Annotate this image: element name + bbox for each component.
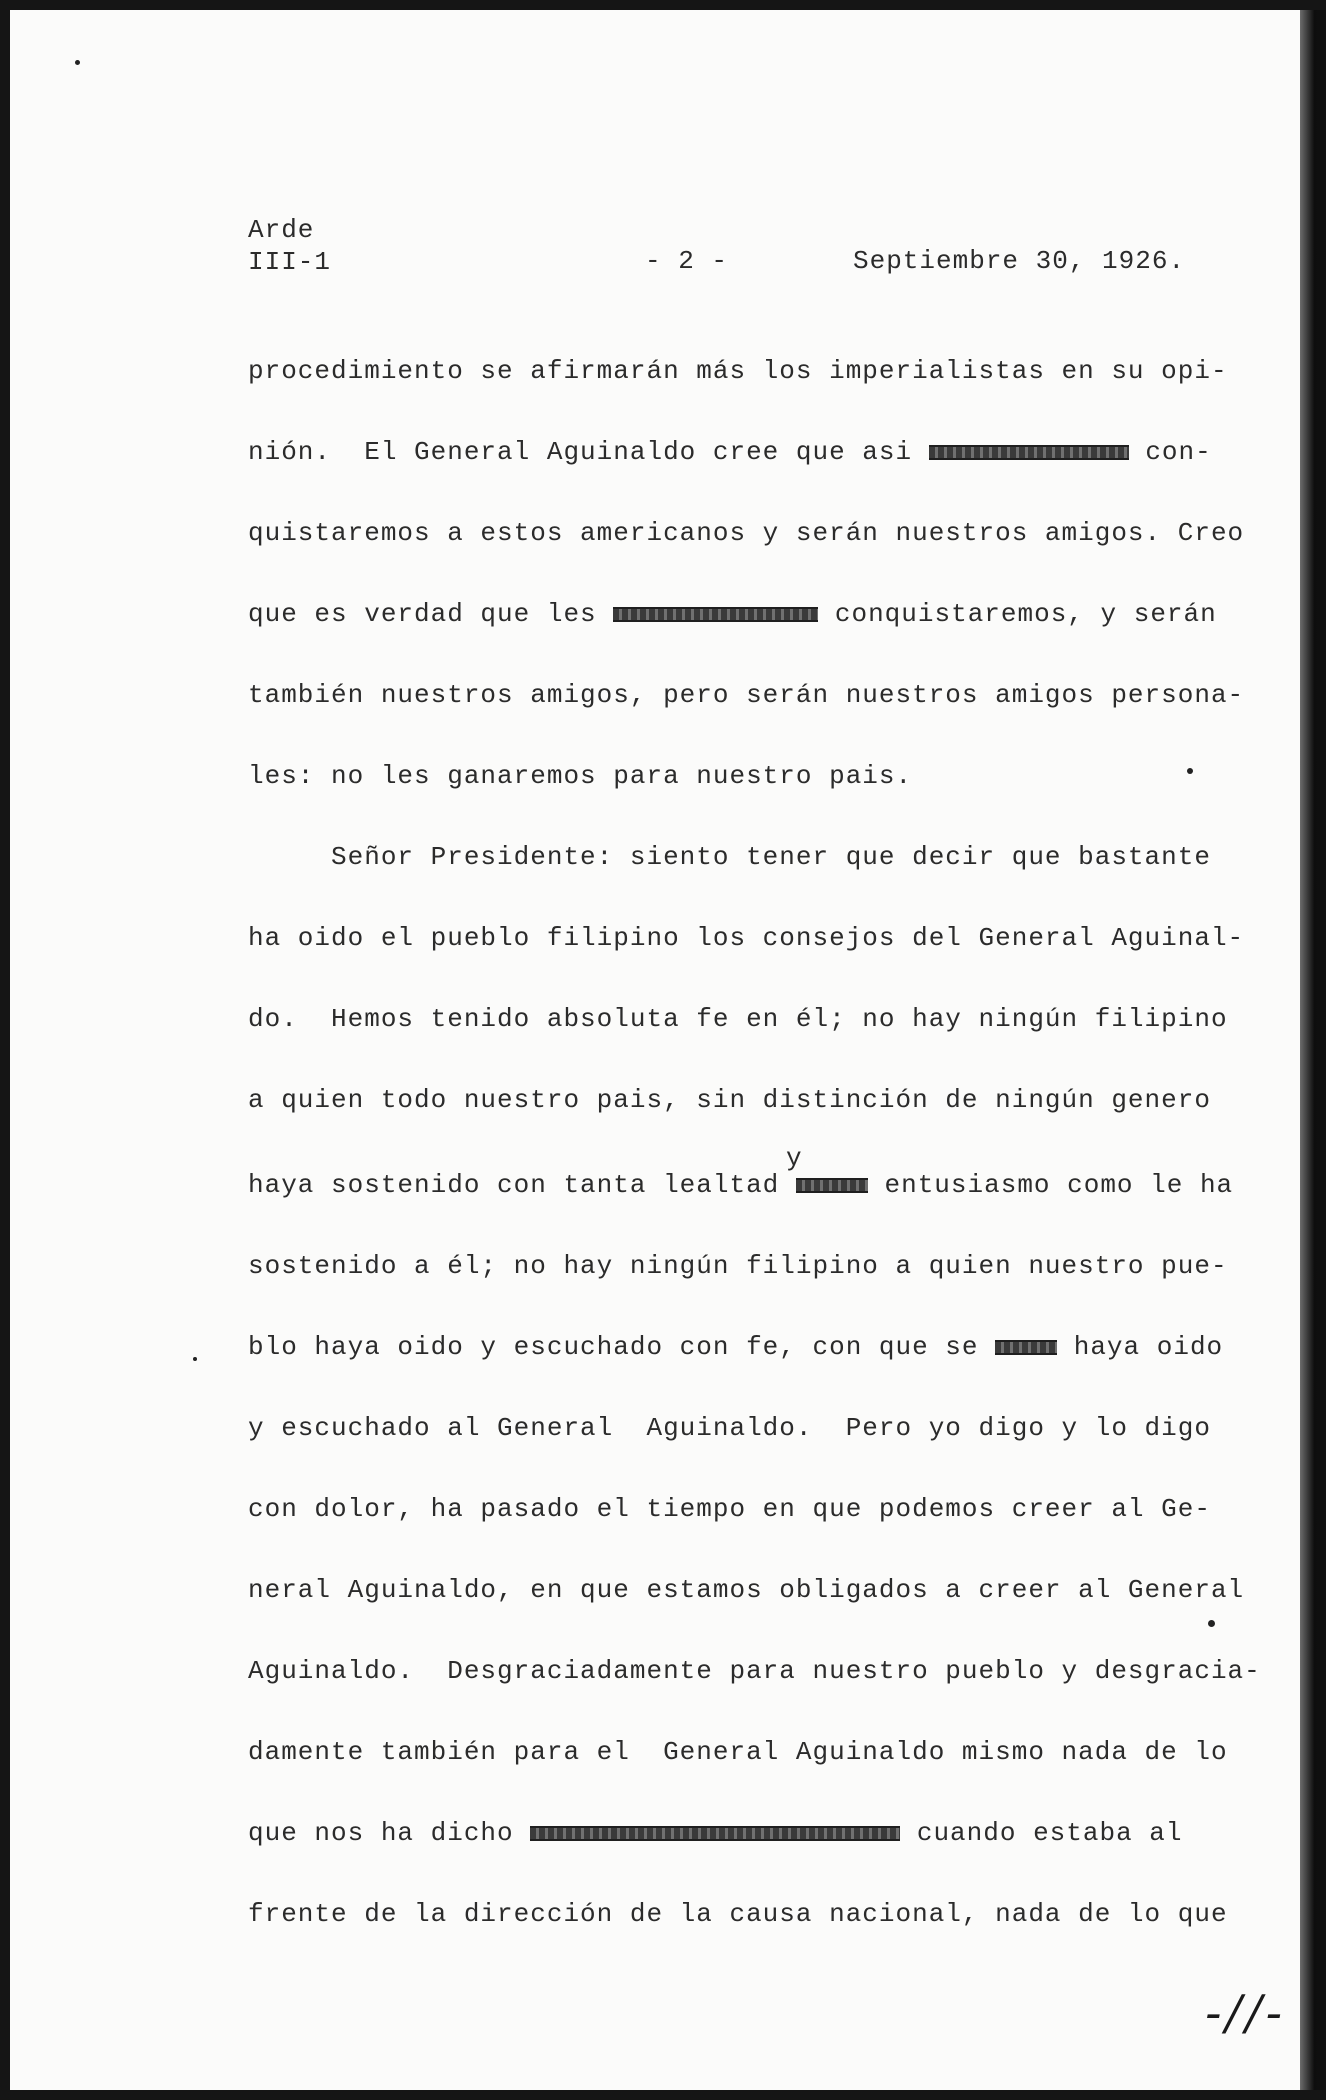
body-line-2-tail: con- [1128, 437, 1212, 467]
body-line-3: quistaremos a estos americanos y serán nuestros amigos. Creo [248, 518, 1245, 548]
ink-spot [193, 1357, 197, 1361]
body-line-14: y escuchado al General Aguinaldo. Pero yo digo y lo digo [248, 1413, 1211, 1443]
body-line-4-tail: conquistaremos, y serán [818, 599, 1217, 629]
body-line-17: Aguinaldo. Desgraciadamente para nuestro pueblo y desgracia- [248, 1656, 1261, 1686]
body-line-6: les: no les ganaremos para nuestro pais. [248, 761, 913, 791]
body-line-19-text: que nos ha dicho [248, 1818, 531, 1848]
ink-spot [75, 60, 80, 65]
strikethrough-text [530, 1826, 900, 1841]
body-line-2 [248, 437, 1212, 467]
body-line-20: frente de la dirección de la causa nacional, nada de lo que [248, 1899, 1228, 1929]
body-line-13-text: blo haya oido y escuchado con fe, con que se [248, 1332, 996, 1362]
body-line-12: sostenido a él; no hay ningún filipino a quien nuestro pue- [248, 1251, 1228, 1281]
body-line-2-text: nión. El General Aguinaldo cree que asi [248, 437, 929, 467]
strikethrough-text [929, 445, 1129, 460]
handwritten-insertion: y [786, 1143, 802, 1173]
strikethrough-text [613, 607, 818, 622]
body-line-10: a quien todo nuestro pais, sin distinción de ningún genero [248, 1085, 1211, 1115]
body-line-7: Señor Presidente: siento tener que decir que bastante [248, 842, 1211, 872]
body-line-19-tail: cuando estaba al [900, 1818, 1183, 1848]
body-line-5: también nuestros amigos, pero serán nuestros amigos persona- [248, 680, 1245, 710]
ink-spot [1187, 768, 1193, 774]
page-number: - 2 - [645, 246, 729, 276]
scan-border-top [0, 0, 1326, 10]
body-line-11 [248, 1170, 1233, 1200]
body-line-15: con dolor, ha pasado el tiempo en que podemos creer al Ge- [248, 1494, 1211, 1524]
page-continuation-mark: -//- [1205, 1985, 1286, 2041]
strikethrough-text [995, 1340, 1057, 1355]
body-line-8: ha oido el pueblo filipino los consejos del General Aguinal- [248, 923, 1245, 953]
header-ref-line1: Arde [248, 215, 315, 245]
scan-border-bottom [0, 2090, 1326, 2100]
body-line-4 [248, 599, 1217, 629]
body-line-9: do. Hemos tenido absoluta fe en él; no hay ningún filipino [248, 1004, 1228, 1034]
header-ref-line2: III-1 [248, 247, 332, 277]
scan-border-left [0, 0, 10, 2100]
body-line-11-text: haya sostenido con tanta lealtad [248, 1170, 796, 1200]
header-reference [248, 214, 331, 278]
body-line-19 [248, 1818, 1183, 1848]
body-line-4-text: que es verdad que les [248, 599, 614, 629]
strikethrough-text [796, 1178, 868, 1193]
body-line-16: neral Aguinaldo, en que estamos obligados a creer al General [248, 1575, 1245, 1605]
header-date: Septiembre 30, 1926. [853, 246, 1186, 276]
body-line-13 [248, 1332, 1223, 1362]
body-line-18: damente también para el General Aguinaldo mismo nada de lo [248, 1737, 1228, 1767]
body-line-11-tail: entusiasmo como le ha [867, 1170, 1234, 1200]
body-line-13-tail: haya oido [1057, 1332, 1224, 1362]
ink-spot [1208, 1620, 1215, 1627]
scan-border-right [1300, 0, 1326, 2100]
body-line-1: procedimiento se afirmarán más los imperialistas en su opi- [248, 356, 1228, 386]
